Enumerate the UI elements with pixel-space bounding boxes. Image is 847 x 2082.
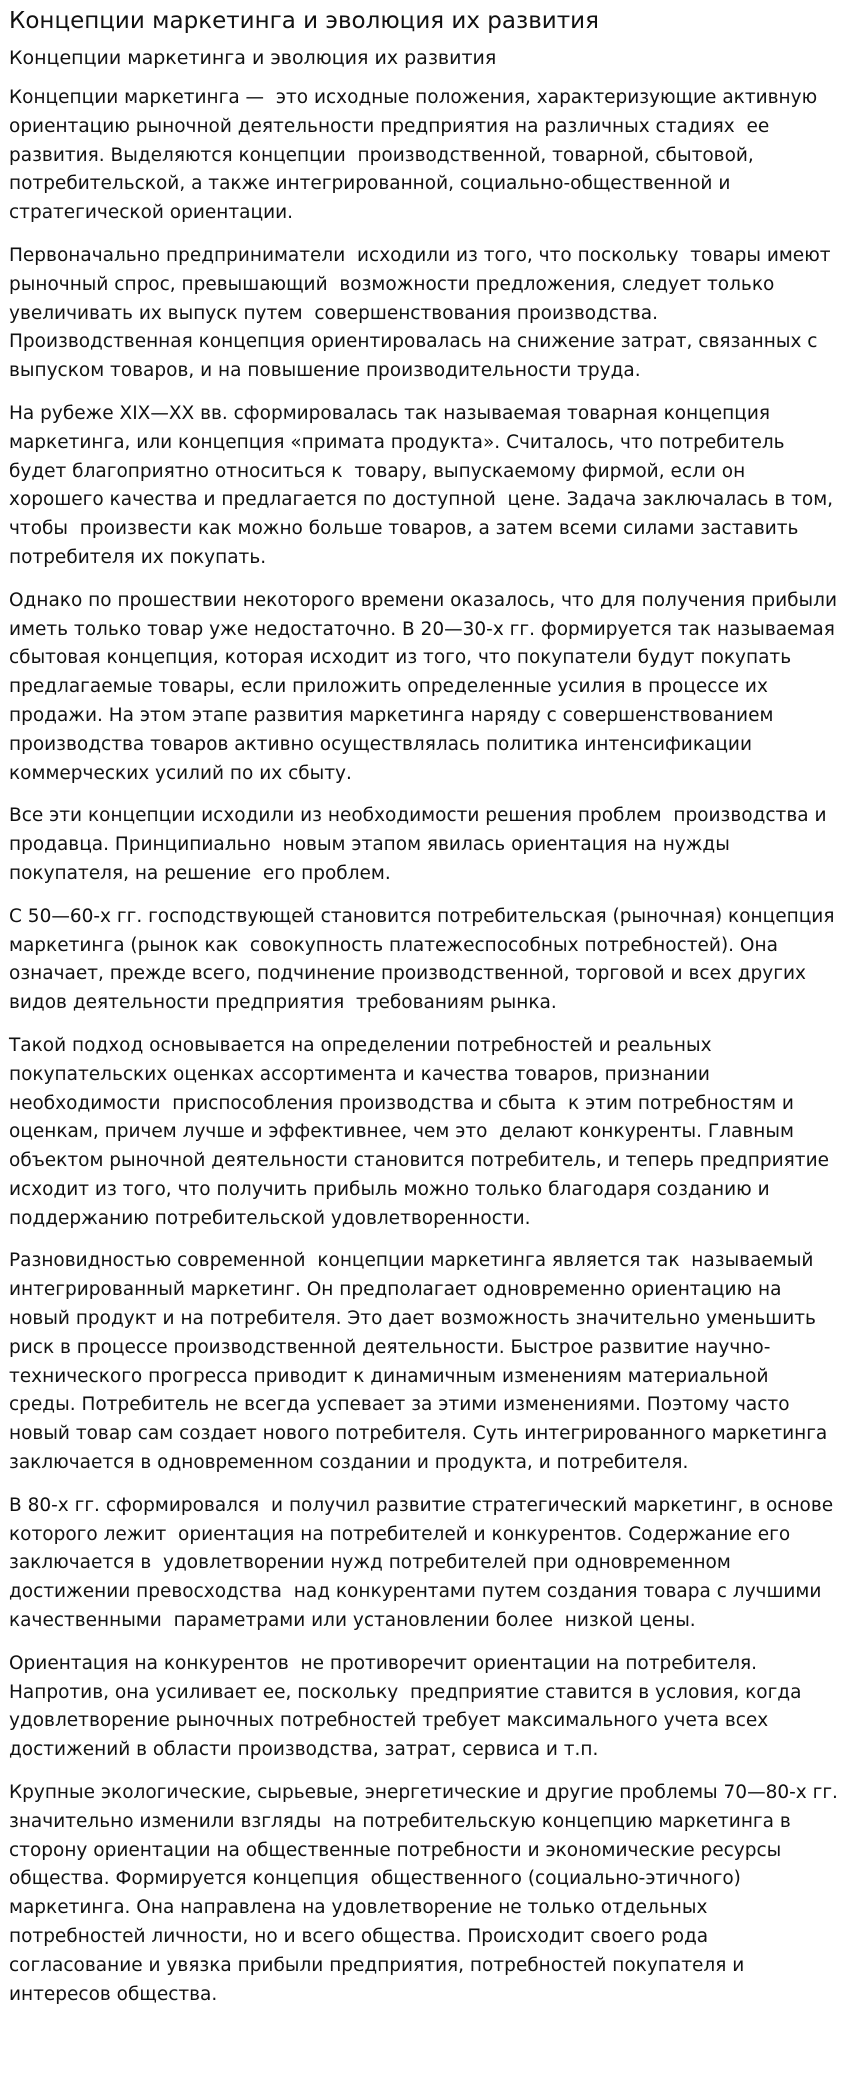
paragraph-8: Разновидностью современной концепции маркетинга является так называемый интегрированный маркетинг. Он предполагает одновременно ориентацию на новый продукт и на потребителя. Это дает возможность значительно уменьшить риск в процессе производственной деятельности. Быстрое развитие научно-технического прогресса приводит к динамичным изменениям материальной среды. Потребитель не всегда успевает за этими изменениями. Поэтому часто новый товар сам создает нового потребителя. Суть интегрированного маркетинга заключается в одновременном создании и продукта, и потребителя. — [9, 1250, 834, 1474]
paragraph-5: Все эти концепции исходили из необходимости решения проблем производства и продавца. Принципиально новым этапом явилась ориентация на нужды покупателя, на решение его проблем. — [9, 805, 833, 884]
article-subtitle: Концепции маркетинга и эволюция их развития — [9, 47, 497, 69]
paragraph-11: Крупные экологические, сырьевые, энергетические и другие проблемы 70—80-х гг. значительно изменили взгляды на потребительскую концепцию маркетинга в сторону ориентации на общественные потребности и экономические ресурсы общества. Формируется концепция общественного (социально-этичного) маркетинга. Она направлена на удовлетворение не только отдельных потребностей личности, но и всего общества. Происходит своего рода согласование и увязка прибыли предприятия, потребностей покупателя и интересов общества. — [9, 1782, 844, 2005]
paragraph-7: Такой подход основывается на определении потребностей и реальных покупательских оценках ассортимента и качества товаров, признании необходимости приспособления производства и сбыта к этим потребностям и оценкам, причем лучше и эффективнее, чем это делают конкуренты. Главным объектом рыночной деятельности становится потребитель, и теперь предприятие исходит из того, что получить прибыль можно только благодаря созданию и поддержанию потребительской удовлетворенности. — [9, 1034, 835, 1229]
paragraph-3: На рубеже XIX—XX вв. сформировалась так называемая товарная концепция маркетинга, или концепция «примата продукта». Считалось, что потребитель будет благоприятно относиться к товару, выпускаемому фирмой, если он хорошего качества и предлагается по доступной цене. Задача заключалась в том, чтобы произвести как можно больше товаров, а затем всеми силами заставить потребителя их покупать. — [9, 402, 839, 568]
paragraph-9: В 80-х гг. сформировался и получил развитие стратегический маркетинг, в основе которого лежит ориентация на потребителей и конкурентов. Содержание его заключается в удовлетворении нужд потребителей при одновременном достижении превосходства над конкурентами путем создания товара с лучшими качественными параметрами или установлении более низкой цены. — [9, 1494, 840, 1632]
page-title: Концепции маркетинга и эволюция их развития — [9, 8, 599, 34]
paragraph-4: Однако по прошествии некоторого времени оказалось, что для получения прибыли иметь только товар уже недостаточно. В 20—30-х гг. формируется так называемая сбытовая концепция, которая исходит из того, что покупатели будут покупать предлагаемые товары, если приложить определенные усилия в процессе их продажи. На этом этапе развития маркетинга наряду с совершенствованием производства товаров активно осуществлялась политика интенсификации коммерческих усилий по их сбыту. — [9, 589, 843, 784]
paragraph-1: Концепции маркетинга — это исходные положения, характеризующие активную ориентацию рыночной деятельности предприятия на различных стадиях ее развития. Выделяются концепции производственной, товарной, сбытовой, потребительской, а также интегрированной, социально-общественной и стратегической ориентации. — [9, 87, 824, 224]
paragraph-6: С 50—60-х гг. господствующей становится потребительская (рыночная) концепция маркетинга (рынок как совокупность платежеспособных потребностей). Она означает, прежде всего, подчинение производственной, торговой и всех других видов деятельности предприятия требованиям рынка. — [9, 905, 841, 1014]
paragraph-2: Первоначально предприниматели исходили из того, что поскольку товары имеют рыночный спрос, превышающий возможности предложения, следует только увеличивать их выпуск путем совершенствования производства. Производственная концепция ориентировалась на снижение затрат, связанных с выпуском товаров, и на повышение производительности труда. — [9, 244, 837, 382]
paragraph-10: Ориентация на конкурентов не противоречит ориентации на потребителя. Напротив, она усиливает ее, поскольку предприятие ставится в условия, когда удовлетворение рыночных потребностей требует максимального учета всех достижений в области производства, затрат, сервиса и т.п. — [9, 1652, 808, 1761]
